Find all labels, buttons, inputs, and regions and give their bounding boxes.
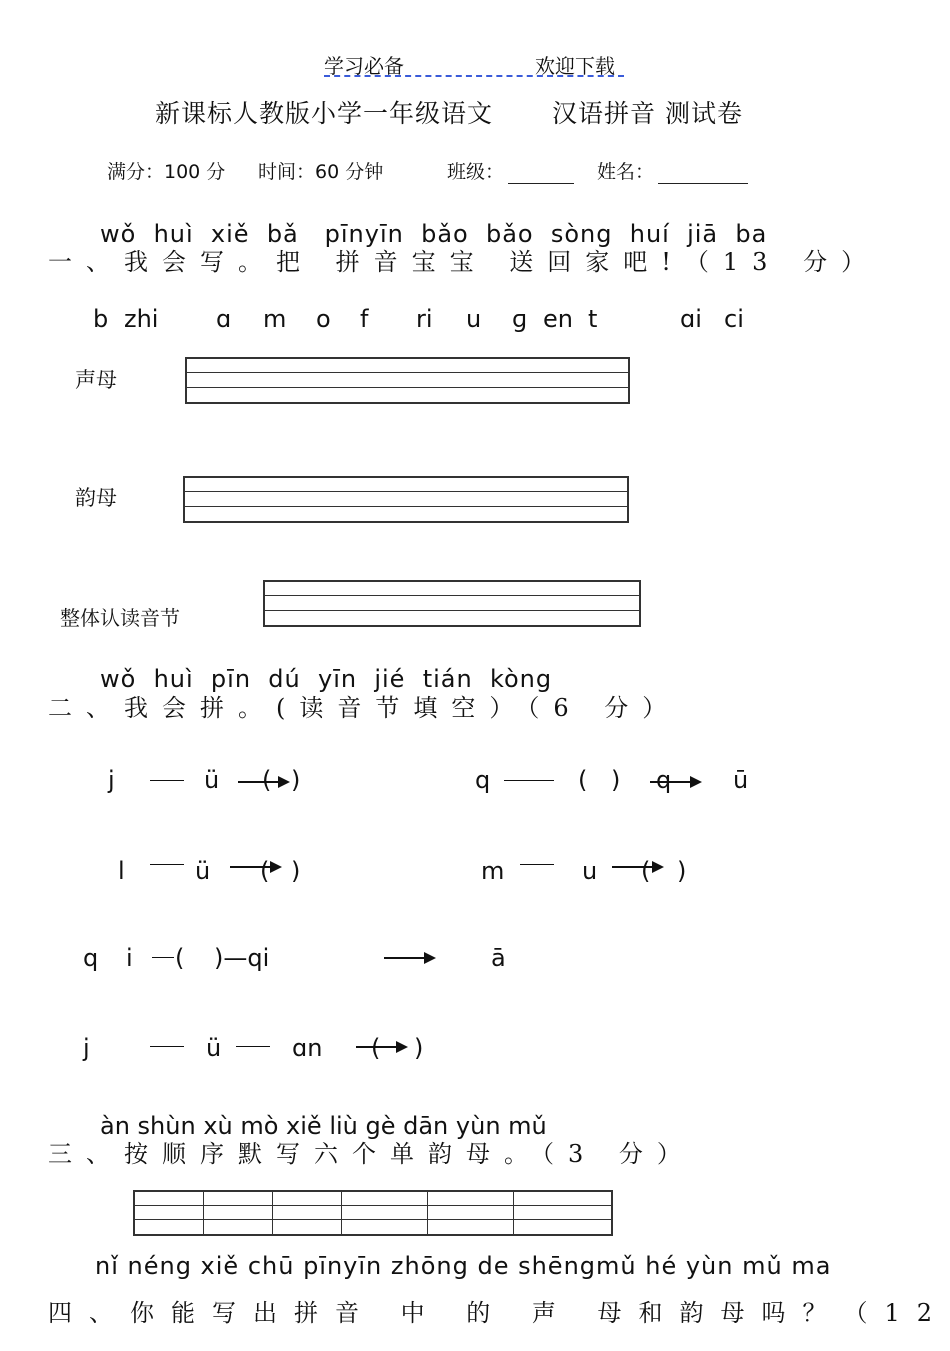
q2-item6-dash2	[236, 1046, 270, 1047]
q2-item2-u: ū	[733, 766, 749, 794]
q1-text: 一、我会写。把 拼音宝宝 送回家吧!（13 分）	[48, 248, 880, 276]
header-dashed-rule	[324, 75, 624, 77]
header-right: 欢迎下载	[535, 54, 615, 78]
q2-item3-close: )	[291, 857, 301, 885]
q2-item1-final: ü	[204, 766, 220, 794]
q2-pinyin: wǒ huì pīn dú yīn jié tián kòng	[100, 665, 553, 693]
q2-item6-dash1	[150, 1046, 184, 1047]
meta-score: 满分：100 分	[107, 161, 226, 183]
q2-item3-dash	[150, 864, 184, 865]
q2-item3-initial: l	[118, 857, 125, 885]
q2-item5-arrow	[384, 957, 434, 959]
q2-item5-a: ā	[491, 944, 506, 972]
grid-cell[interactable]	[428, 1192, 514, 1234]
yunmu-writing-box[interactable]	[183, 476, 629, 523]
grid-cell[interactable]	[204, 1192, 273, 1234]
page-subtitle: 汉语拼音 测试卷	[552, 99, 743, 128]
label-yunmu: 韵母	[75, 486, 117, 510]
q2-item2-open: (	[578, 766, 588, 794]
q2-item2-q: q	[656, 766, 672, 794]
label-shengmu: 声母	[75, 368, 117, 392]
q2-item6-u: ü	[206, 1034, 222, 1062]
q2-item1-open: (	[262, 766, 272, 794]
q1-letter-g: ɡ	[512, 305, 528, 333]
q2-item6-arrow	[356, 1046, 406, 1048]
q3-pinyin: àn shùn xù mò xiě liù gè dān yùn mǔ	[100, 1112, 547, 1140]
q2-item2-arrow	[650, 781, 700, 783]
q2-item1-initial: j	[108, 766, 115, 794]
q2-item5-open: (	[175, 944, 185, 972]
q2-item3-final: ü	[195, 857, 211, 885]
grid-cell[interactable]	[514, 1192, 616, 1234]
q2-item6-open: (	[371, 1034, 381, 1062]
zhengti-writing-box[interactable]	[263, 580, 641, 627]
meta-name-label: 姓名：	[597, 161, 655, 183]
q2-item4-initial: m	[481, 857, 505, 885]
grid-cell[interactable]	[273, 1192, 342, 1234]
meta-name	[597, 157, 748, 184]
name-blank[interactable]	[658, 161, 748, 184]
q2-item1-close: )	[291, 766, 301, 794]
q4-text: 四、你能写出拼音 中 的 声 母和韵母吗？（12	[48, 1299, 950, 1327]
q2-item5-i: i	[126, 944, 133, 972]
q1-letter-en: en	[543, 305, 573, 333]
q1-letter-t: t	[588, 305, 598, 333]
q1-letter-o: o	[316, 305, 331, 333]
label-zhengti: 整体认读音节	[60, 606, 180, 630]
q2-item5-dash	[152, 957, 174, 958]
q1-letter-a: ɑ	[216, 305, 232, 333]
q1-letter-u: u	[466, 305, 482, 333]
q1-letter-f: f	[360, 305, 369, 333]
q3-writing-grid[interactable]	[133, 1190, 613, 1236]
q2-item2-close: )	[611, 766, 621, 794]
class-blank[interactable]	[508, 161, 574, 184]
q2-item2-dash	[504, 780, 554, 781]
meta-time: 时间：60 分钟	[258, 161, 384, 183]
q2-item6-an: ɑn	[292, 1034, 323, 1062]
q2-item5-initial: q	[83, 944, 99, 972]
q2-item2-initial: q	[475, 766, 491, 794]
q2-item4-arrow	[612, 866, 662, 868]
q2-item3-open: (	[260, 857, 270, 885]
q1-pinyin: wǒ huì xiě bǎ pīnyīn bǎo bǎo sòng huí jiā ba	[100, 220, 768, 248]
page-title: 新课标人教版小学一年级语文	[155, 99, 494, 128]
q3-text: 三、按顺序默写六个单韵母。（3 分）	[48, 1140, 695, 1168]
q1-letter-ci: ci	[724, 305, 744, 333]
q2-item4-close: )	[677, 857, 687, 885]
shengmu-writing-box[interactable]	[185, 357, 630, 404]
meta-class	[447, 157, 574, 184]
q2-item4-dash	[520, 864, 554, 865]
q2-item5-close: )—qi	[214, 944, 270, 972]
q2-item4-open: (	[641, 857, 651, 885]
q2-item4-final: u	[582, 857, 598, 885]
header-left: 学习必备	[324, 54, 404, 78]
grid-cell[interactable]	[135, 1192, 204, 1234]
q4-pinyin: nǐ néng xiě chū pīnyīn zhōng de shēngmǔ hé yùn mǔ ma	[95, 1252, 832, 1280]
q1-letter-m: m	[263, 305, 287, 333]
q2-item1-dash	[150, 780, 184, 781]
meta-class-label: 班级：	[447, 161, 505, 183]
q1-letter-ri: ri	[416, 305, 433, 333]
q2-item3-arrow	[230, 866, 280, 868]
grid-cell[interactable]	[342, 1192, 428, 1234]
q2-item6-initial: j	[83, 1034, 90, 1062]
q1-letter-ai: ɑi	[680, 305, 702, 333]
q2-item6-close: )	[414, 1034, 424, 1062]
q1-letter-zhi: zhi	[124, 305, 159, 333]
q2-text: 二、我会拼。(读音节填空）（6 分）	[48, 694, 681, 722]
q1-letter-b: b	[93, 305, 109, 333]
